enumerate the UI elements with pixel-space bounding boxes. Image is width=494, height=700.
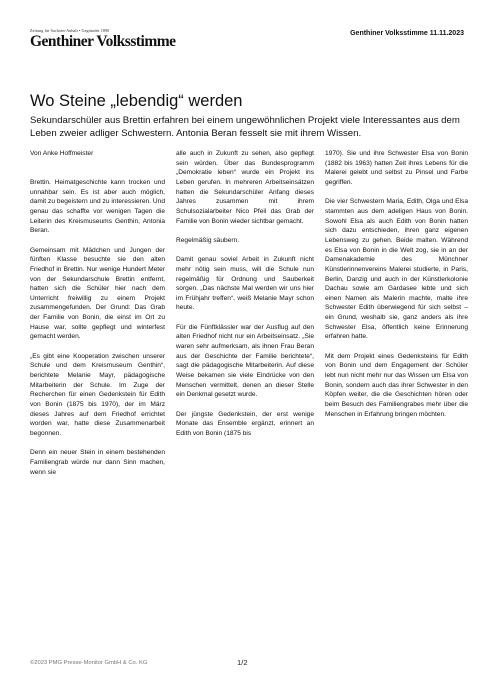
paragraph: Damit genau soviel Arbeit in Zukunft nicht mehr nötig sein muss, will die Schule nun regelmäßig für Ordnung und Sauberkeit sorgen. „Das nächste Mal werden wir uns hier im Frühjahr treffen“, weiß Melanie Mayr schon heute. — [176, 256, 314, 312]
paragraph: Mit dem Projekt eines Gedenksteins für Edith von Bonin und dem Engagement der Schüler lebt nun nicht mehr nur das Wissen um Elsa von Bonin, sondern auch das ihrer Schwester in den Köpfen weiter, die die Geschichten hören oder beim Besuch des Familiengrabes mehr über die Menschen in Erfahrung bringen möchten. — [325, 352, 468, 418]
article-column-1 — [30, 149, 165, 487]
paragraph: Brettin. Heimatgeschichte kann trocken und unnahbar sein. Es ist aber auch möglich, damit zu begeistern und zu interessieren. Und genau das schaffte vor wenigen Tagen die Leiterin des Kreismuseums Genthin, Antonia Beran. — [30, 178, 165, 235]
paragraph: Für die Fünftklässler war der Ausflug auf den alten Friedhof nicht nur ein Arbeitseinsatz. „Sie waren sehr aufmerksam, als ihnen Frau Beran aus der Geschichte der Familie berichtete“, sagt die pädagogische Mitarbeiterin. Auf diese Weise bekamen sie viele Eindrücke von den Menschen vermittelt, denen an dieser Stelle ein Denkmal gesetzt wurde. — [176, 323, 314, 399]
page-number: 1/2 — [237, 658, 248, 667]
article-column-3 — [325, 149, 468, 487]
article-headline: Wo Steine „lebendig“ werden — [30, 92, 243, 110]
article-body — [30, 149, 470, 487]
paragraph: Die vier Schwestern Maria, Edith, Olga und Elsa stammten aus dem adeligen Haus von Bonin. Sowohl Elsa als auch Edith von Bonin hatten sich dazu entschieden, ihren ganz eigenen Lebensweg zu gehen. Beide malten. Während es Elsa von Bonin in die Welt zog, sie in an der Damenakademie des Münchner Künstlerinnenvereins Malerei studierte, in Paris, Berlin, Danzig und auch in der Künstlerkolonie Dachau sowie am Gardasee lebte und sich einen Namen als Malerin machte, malte ihre Schwester Edith überwiegend für sich selbst – ein Grund, weshalb sie, ganz anders als ihre Schwester Elsa, öffentlich keine Erinnerung erfahren hatte. — [325, 198, 468, 341]
source-date-line: Genthiner Volksstimme 11.11.2023 — [350, 30, 464, 37]
article-deck: Sekundarschüler aus Brettin erfahren bei einem ungewöhnlichen Projekt viele Interessantes aus dem Leben zweier adliger Schwestern. Antonia Beran fesselt sie mit ihrem Wissen. — [30, 115, 460, 139]
paragraph: 1970). Sie und ihre Schwester Elsa von Bonin (1882 bis 1963) hatten Zeit ihres Lebens für die Malerei gelebt und selbst zu Pinsel und Farbe gegriffen. — [325, 150, 468, 186]
masthead — [30, 28, 230, 50]
paragraph: Der jüngste Gedenkstein, der erst wenige Monate das Ensemble ergänzt, erinnert an Edith von Bonin (1875 bis — [176, 410, 314, 437]
article-author: Von Anke Hoffmeister — [30, 150, 94, 157]
paragraph: alle auch in Zukunft zu sehen, also gepflegt sein würden. Über das Bundesprogramm „Demokratie leben“ wurde ein Projekt ins Leben gerufen. In mehreren Arbeitseinsätzen hatten die Sekundarschüler Anfang dieses Jahres zusammen mit ihrem Schulsozialarbeiter Nico Pfeil das Grab der Familie von Bonin wieder sichtbar gemacht. — [176, 150, 314, 225]
article-column-2 — [176, 149, 314, 487]
copyright-footer: ©2023 PMG Presse-Monitor GmbH & Co. KG — [30, 660, 148, 666]
newspaper-logo: Genthiner Volksstimme — [30, 33, 176, 50]
paragraph: „Es gibt eine Kooperation zwischen unserer Schule und dem Kreismuseum Genthin“, berichtete Melanie Mayr, pädagogische Mitarbeiterin der Schule. Im Zuge der Recherchen für einen Gedenkstein für Edith von Bonin (1875 bis 1970), der im März dieses Jahres auf dem Friedhof errichtet worden war, hatte diese Zusammenarbeit begonnen. — [30, 352, 165, 437]
article-subhead: Regelmäßig säubern. — [176, 236, 240, 244]
masthead-tagline: Zeitung für Sachsen-Anhalt • Gegründet 1890 — [30, 28, 110, 33]
paragraph: Gemeinsam mit Mädchen und Jungen der fünften Klasse besuchte sie den alten Friedhof in Brettin. Nur wenige Hundert Meter von der Sekundarschule Brettin entfernt, hatten sich die Schüler hier nach dem Unterricht freiwillig zu einem Projekt zusammengefunden. Der Grund: Das Grab der Familie von Bonin, die einst im Ort zu Hause war, sollte gepflegt und winterfest gemacht werden. — [30, 246, 165, 341]
paragraph: Denn ein neuer Stein in einem bestehenden Familiengrab würde nur dann Sinn machen, wenn sie — [30, 449, 165, 476]
